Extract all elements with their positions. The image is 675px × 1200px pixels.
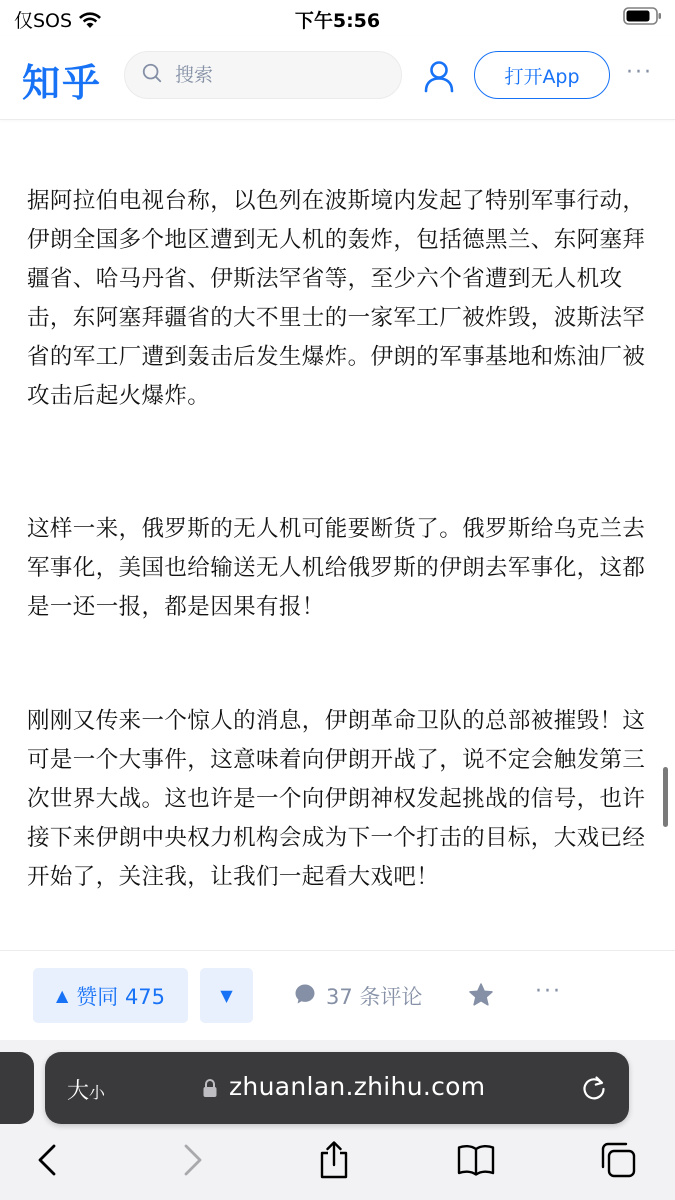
comments-label: 37 条评论 bbox=[326, 985, 423, 1009]
carrier-label: 仅SOS bbox=[14, 10, 73, 32]
safari-toolbar bbox=[0, 1140, 675, 1190]
safari-bottom-bar bbox=[0, 1040, 675, 1200]
text-size-small: 小 bbox=[89, 1083, 106, 1102]
zhihu-logo[interactable]: 知乎 bbox=[22, 61, 103, 105]
downvote-arrow-icon: ▼ bbox=[220, 986, 233, 1005]
more-menu-icon[interactable]: ··· bbox=[626, 60, 653, 85]
forward-icon[interactable] bbox=[173, 1140, 213, 1180]
scroll-indicator[interactable] bbox=[663, 767, 668, 827]
search-input[interactable] bbox=[175, 64, 375, 86]
battery-icon bbox=[623, 6, 663, 26]
comments-button[interactable] bbox=[294, 981, 422, 1011]
upvote-label: 赞同 475 bbox=[76, 984, 166, 1009]
back-icon[interactable] bbox=[27, 1140, 67, 1180]
more-actions-icon[interactable]: ··· bbox=[535, 979, 562, 1004]
open-app-button[interactable]: 打开App bbox=[474, 51, 610, 99]
zhihu-header bbox=[0, 36, 675, 120]
text-size-button[interactable] bbox=[67, 1074, 105, 1105]
comment-bubble-icon bbox=[294, 983, 316, 1010]
tabs-icon[interactable] bbox=[598, 1140, 638, 1180]
share-icon[interactable] bbox=[314, 1140, 354, 1180]
text-size-large: 大 bbox=[67, 1079, 90, 1104]
article-paragraph: 这样一来，俄罗斯的无人机可能要断货了。俄罗斯给乌克兰去军事化，美国也给输送无人机给俄罗斯的伊朗去军事化，这都是一还一报，都是因果有报！ bbox=[27, 516, 646, 620]
status-bar bbox=[0, 0, 675, 36]
upvote-arrow-icon: ▲ bbox=[55, 986, 69, 1005]
article-paragraph: 刚刚又传来一个惊人的消息，伊朗革命卫队的总部被摧毁！这可是一个大事件，这意味着向伊朗开战了，说不定会触发第三次世界大战。这也许是一个向伊朗神权发起挑战的信号，也许接下来伊朗中央权力机构会成为下一个打击的目标，大戏已经开始了，关注我，让我们一起看大戏吧！ bbox=[27, 708, 646, 890]
upvote-button[interactable] bbox=[33, 968, 188, 1023]
status-time: 下午5:56 bbox=[294, 10, 381, 32]
article-action-bar bbox=[0, 950, 675, 1040]
address-bar[interactable] bbox=[45, 1052, 629, 1124]
article-body bbox=[0, 120, 675, 950]
bookmarks-icon[interactable] bbox=[456, 1140, 496, 1180]
url-text: zhuanlan.zhihu.com bbox=[229, 1072, 486, 1101]
article-paragraph: 据阿拉伯电视台称，以色列在波斯境内发起了特别军事行动，伊朗全国多个地区遭到无人机的轰炸，包括德黑兰、东阿塞拜疆省、哈马丹省、伊斯法罕省等，至少六个省遭到无人机攻击，东阿塞拜疆省的大不里士的一家军工厂被炸毁，波斯法罕省的军工厂遭到轰击后发生爆炸。伊朗的军事基地和炼油厂被攻击后起火爆炸。 bbox=[27, 188, 646, 409]
previous-tab-preview[interactable] bbox=[0, 1052, 34, 1124]
downvote-button[interactable] bbox=[200, 968, 253, 1023]
search-box[interactable] bbox=[124, 51, 402, 99]
search-icon bbox=[141, 62, 175, 88]
